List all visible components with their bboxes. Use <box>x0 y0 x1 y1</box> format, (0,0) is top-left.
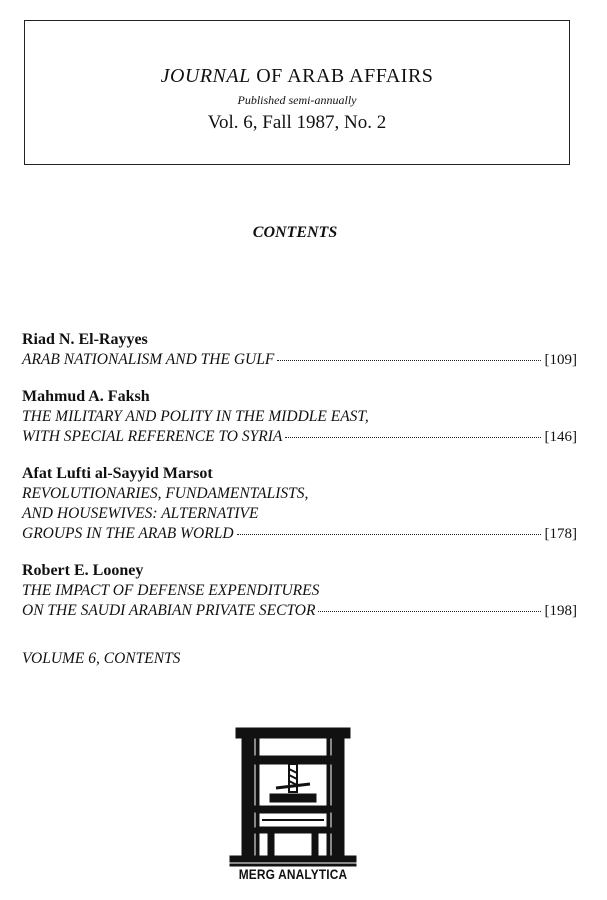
article-entry[interactable] <box>22 464 577 544</box>
article-entry[interactable] <box>22 330 577 370</box>
dot-leader <box>318 610 540 612</box>
issue-info: Vol. 6, Fall 1987, No. 2 <box>207 112 387 133</box>
dot-leader <box>285 436 540 438</box>
article-author: Riad N. El-Rayyes <box>22 331 148 348</box>
publication-frequency: Published semi-annually <box>237 93 357 107</box>
article-title-line: THE IMPACT OF DEFENSE EXPENDITURES <box>22 582 320 599</box>
article-page: [178] <box>544 526 577 542</box>
article-title-line: AND HOUSEWIVES: ALTERNATIVE <box>22 505 259 522</box>
article-page: [146] <box>544 429 577 445</box>
dot-leader <box>277 359 540 361</box>
article-title-line <box>22 350 577 370</box>
article-title-text: ON THE SAUDI ARABIAN PRIVATE SECTOR <box>22 602 316 619</box>
journal-title-italic: JOURNAL <box>160 65 251 87</box>
dot-leader <box>237 533 541 535</box>
article-title-text: ARAB NATIONALISM AND THE GULF <box>22 351 275 368</box>
article-title-line: THE MILITARY AND POLITY IN THE MIDDLE EAST, <box>22 408 369 425</box>
article-author: Afat Lufti al-Sayyid Marsot <box>22 465 213 482</box>
article-page: [109] <box>544 352 577 368</box>
printing-press-icon <box>228 722 358 887</box>
article-title-line: REVOLUTIONARIES, FUNDAMENTALISTS, <box>22 485 309 502</box>
article-author: Robert E. Looney <box>22 562 144 579</box>
article-page: [198] <box>544 603 577 619</box>
contents-heading: CONTENTS <box>252 224 338 241</box>
article-author: Mahmud A. Faksh <box>22 388 150 405</box>
article-title-line <box>22 427 577 447</box>
journal-title <box>25 65 569 88</box>
article-title-text: WITH SPECIAL REFERENCE TO SYRIA <box>22 428 283 445</box>
article-title-line <box>22 601 577 621</box>
article-entry[interactable] <box>22 387 577 447</box>
publisher-name: MERG ANALYTICA <box>238 866 348 882</box>
journal-title-rest: OF ARAB AFFAIRS <box>250 65 434 87</box>
masthead <box>24 20 570 165</box>
article-title-line <box>22 524 577 544</box>
article-title-text: GROUPS IN THE ARAB WORLD <box>22 525 234 542</box>
volume-contents-link[interactable]: VOLUME 6, CONTENTS <box>22 650 181 667</box>
article-list <box>22 330 577 638</box>
article-entry[interactable] <box>22 561 577 621</box>
